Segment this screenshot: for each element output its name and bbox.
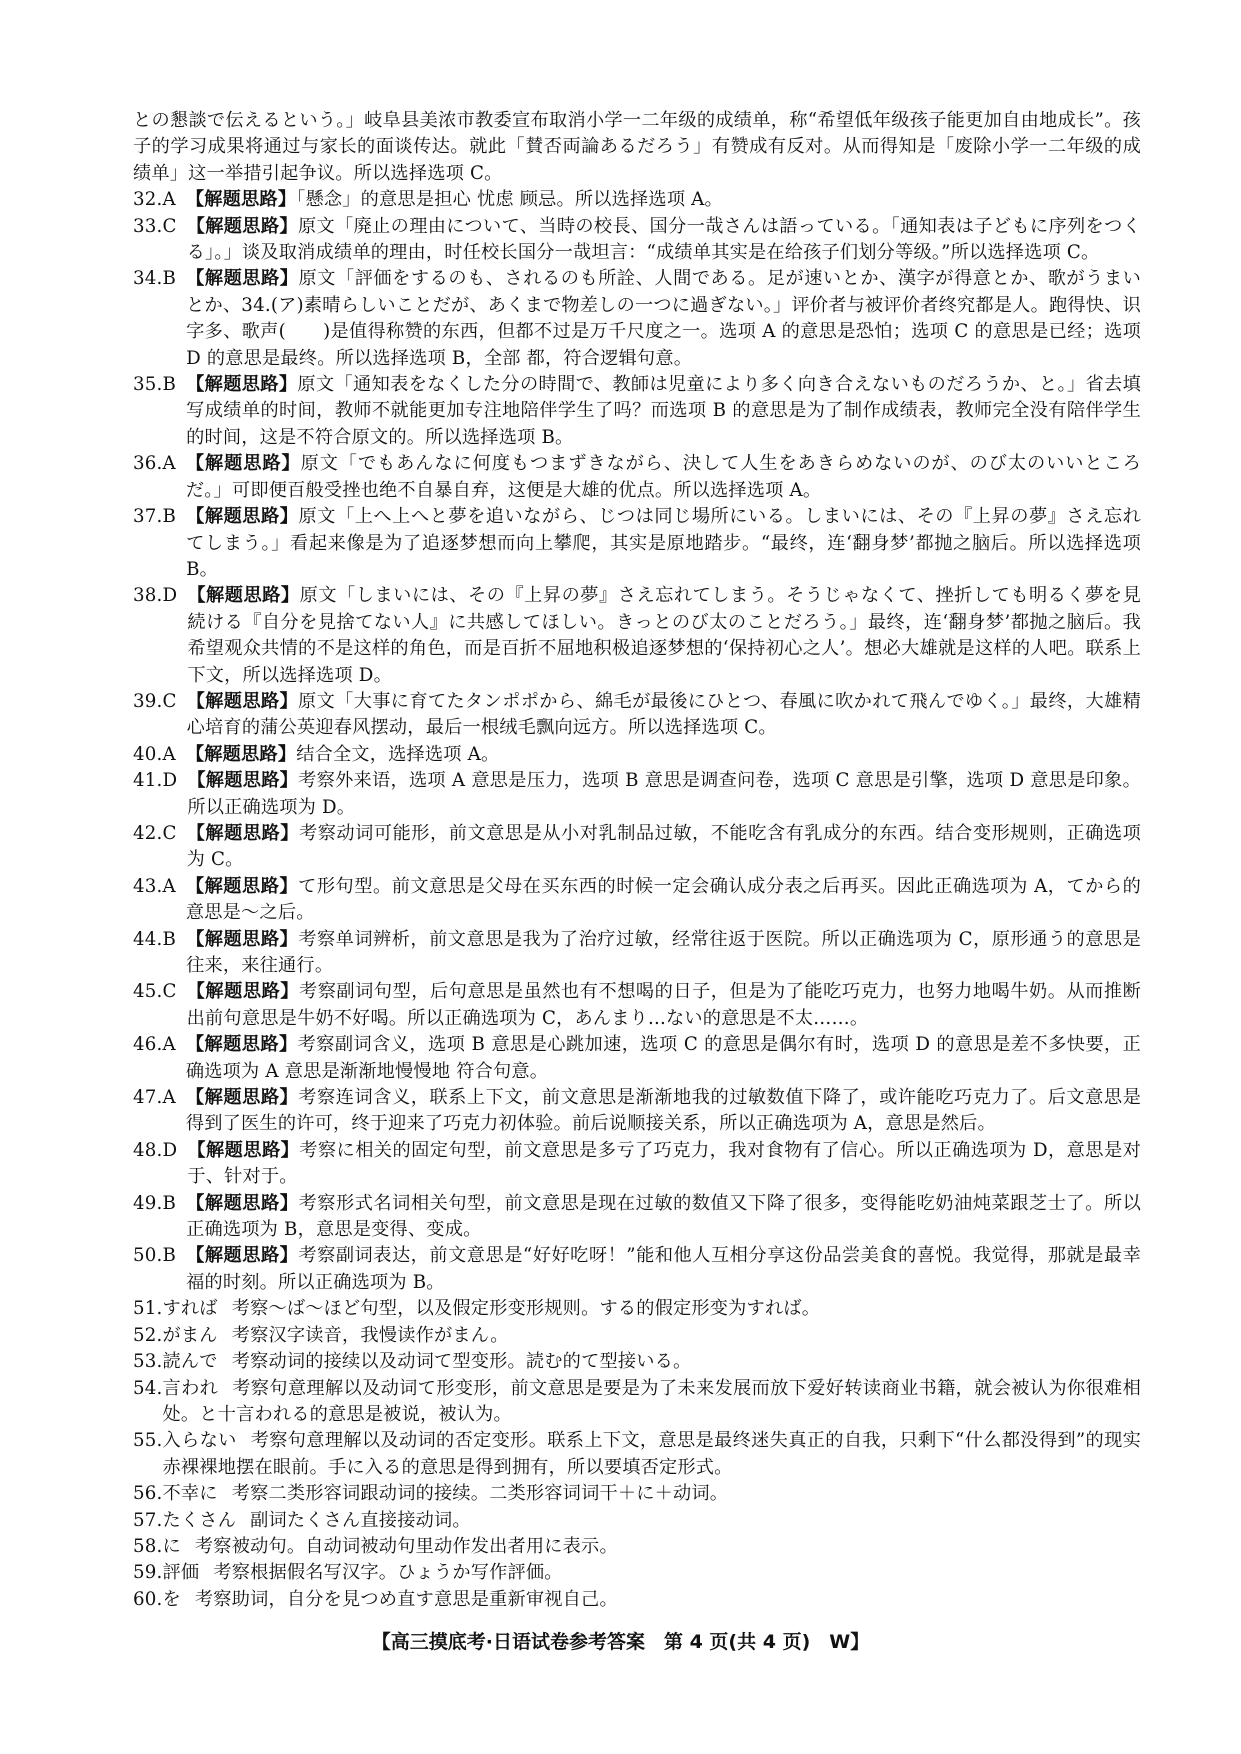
explanation-text: 考察被动句。自动词被动句里动作发出者用に表示。	[194, 1535, 618, 1557]
answer-item	[133, 1085, 1141, 1138]
question-number: 53.	[133, 1351, 163, 1373]
explanation	[163, 1481, 1141, 1507]
explanation	[186, 504, 1141, 583]
question-number: 37.	[133, 506, 163, 528]
answer-letter: D	[162, 1139, 178, 1161]
explanation-label: 【解题思路】	[186, 506, 299, 528]
explanation	[187, 214, 1141, 267]
answer-letter: A	[162, 743, 176, 765]
explanation-text: 考察二类形容词跟动词的接续。二类形容词词干＋に＋动词。	[231, 1483, 729, 1505]
explanation-label: 【解题思路】	[185, 189, 297, 211]
explanation	[186, 451, 1141, 504]
fill-in-answers	[133, 1296, 1141, 1613]
question-number: 42.	[133, 822, 163, 844]
answer-item	[133, 768, 1141, 821]
explanation-label: 【解题思路】	[185, 875, 299, 897]
answer-letter: C	[162, 822, 177, 844]
blank-item	[133, 1560, 1141, 1586]
blank-item	[133, 1534, 1141, 1560]
explanation-label: 【解题思路】	[186, 1245, 299, 1267]
explanation-text: 原文「大事に育てたタンポポから、綿毛が最後にひとつ、春風に吹かれて飛んでゆく。」最终，大雄精心培育的蒲公英迎春风摆动，最后一根绒毛飘向远方。所以选择选项 C。	[186, 690, 1141, 739]
explanation-text: 考察形式名词相关句型，前文意思是现在过敏的数值又下降了很多，变得能吃奶油炖菜跟芝士了。所以正确选项为 B，意思是变得、变成。	[186, 1192, 1141, 1241]
explanation-text: 考察～ば～ほど句型，以及假定形变形规则。する的假定形变为すれば。	[231, 1298, 821, 1320]
question-number: 56.	[133, 1483, 163, 1505]
question-number: 58.	[133, 1535, 163, 1557]
answer-item	[133, 821, 1141, 874]
answer-letter: D	[162, 585, 178, 607]
question-number: 50.	[133, 1245, 163, 1267]
explanation	[186, 266, 1141, 372]
question-number: 47.	[133, 1087, 163, 1109]
question-number: 34.	[133, 268, 163, 290]
answer-letter: C	[162, 981, 177, 1003]
explanation-text: 考察句意理解以及动词て形变形，前文意思是要是为了未来发展而放下爱好转读商业书籍，就会被认为你很难相处。と十言われる的意思是被说，被认为。	[162, 1377, 1141, 1425]
answer-item	[133, 1032, 1141, 1085]
explanation-text: 原文「上へ上へと夢を追いながら、じつは同じ場所にいる。しまいには、その『上昇の夢』さえ忘れてしまう。」看起来像是为了追逐梦想而向上攀爬，其实是原地踏步。“最终，连‘翻身梦’都抛之脑后。所以选择选项 B。	[186, 506, 1141, 580]
answer-item	[133, 1191, 1141, 1244]
question-number: 57.	[133, 1509, 163, 1531]
explanation-text: 「懸念」的意思是担心 忧虑 顾忌。所以选择选项 A。	[296, 189, 723, 211]
explanation	[163, 1296, 1141, 1322]
explanation-label: 【解题思路】	[186, 928, 299, 950]
blank-item	[133, 1296, 1141, 1322]
explanation-label: 【解题思路】	[185, 453, 301, 475]
answer-letter: B	[162, 374, 177, 396]
question-number: 32.	[133, 189, 163, 211]
blank-item	[133, 1587, 1141, 1613]
explanation-label: 【解题思路】	[186, 215, 298, 237]
blank-item	[133, 1376, 1141, 1429]
explanation-label: 【解题思路】	[187, 770, 299, 792]
question-number: 44.	[133, 928, 163, 950]
explanation-label: 【解题思路】	[186, 822, 299, 844]
question-number: 41.	[133, 770, 163, 792]
explanation	[186, 874, 1141, 927]
explanation-text: 考察汉字读音，我慢读作がまん。	[231, 1324, 509, 1346]
answer-item	[133, 187, 1141, 213]
explanation-text: 考察单词辨析，前文意思是我为了治疗过敏，经常往返于医院。所以正确选项为 C，原形通う的意思是往来，来往通行。	[186, 928, 1141, 976]
answer-word: がまん	[162, 1324, 218, 1346]
answer-letter: B	[162, 268, 177, 290]
explanation-text: 原文「でもあんなに何度もつまずきながら、決して人生をあきらめないのが、のび太のいいところだ。」可即便百般受挫也绝不自暴自弃，这便是大雄的优点。所以选择选项 A。	[185, 453, 1141, 501]
explanation	[163, 1428, 1141, 1481]
explanation-text: 副词たくさん直接接动词。	[250, 1509, 471, 1531]
question-number: 59.	[133, 1562, 163, 1584]
answer-item	[133, 1243, 1141, 1296]
explanation	[186, 742, 1141, 768]
answer-letter: D	[162, 770, 178, 792]
explanation-text: 原文「しまいには、その『上昇の夢』さえ忘れてしまう。そうじゃなくて、挫折しても明るく夢を見続ける『自分を見捨てない人』に共感してほしい。きっとのび太のことだろう。」最终，连‘翻身梦’都抛之脑后。我希望观众共情的不是这样的角色，而是百折不屈地积极追逐梦想的‘保持初心之人’。想必大雄就是这样的人吧。联系上下文，所以选择选项 D。	[187, 585, 1141, 686]
explanation-label: 【解题思路】	[187, 585, 300, 607]
explanation	[186, 1032, 1141, 1085]
intro-paragraph: との懇談で伝えるという。」岐阜县美浓市教委宣布取消小学一二年级的成绩单，称“希望低年级孩子能更加自由地成长”。孩子的学习成果将通过与家长的面谈传达。就此「賛否両論あるだろう」有赞成有反对。从而得知是「废除小学一二年级的成绩单」这一举措引起争议。所以选择选项 C。	[133, 110, 1141, 184]
answer-item	[133, 372, 1141, 451]
explanation-label: 【解题思路】	[187, 1139, 300, 1161]
question-number: 45.	[133, 981, 163, 1003]
answer-item	[133, 504, 1141, 583]
answer-word: すれば	[162, 1298, 218, 1320]
question-number: 46.	[133, 1034, 163, 1056]
blank-item	[133, 1428, 1141, 1481]
answer-item	[133, 451, 1141, 504]
answer-item	[133, 979, 1141, 1032]
answer-item	[133, 874, 1141, 927]
explanation	[187, 979, 1141, 1032]
explanation-text: 考察动词的接续以及动词て型变形。読む的て型接いる。	[231, 1351, 692, 1373]
question-number: 49.	[133, 1192, 163, 1214]
explanation	[187, 768, 1141, 821]
explanation-text: 考察に相关的固定句型，前文意思是多亏了巧克力，我对食物有了信心。所以正确选项为 D，意思是对于、针对于。	[187, 1139, 1141, 1188]
answer-letter: A	[162, 189, 176, 211]
answer-item	[133, 689, 1141, 742]
explanation	[187, 583, 1141, 689]
question-number: 55.	[133, 1430, 163, 1452]
explanation-text: 考察副词含义，选项 B 意思是心跳加速，选项 C 的意思是偶尔有时，选项 D 的意思是差不多快要，正确选项为 A 意思是渐渐地慢慢地 符合句意。	[185, 1034, 1141, 1082]
explanation-text: 考察根据假名写汉字。ひょうか写作評価。	[213, 1562, 563, 1584]
explanation-label: 【解题思路】	[185, 1034, 298, 1056]
explanation-text: 考察副词表达，前文意思是“好好吃呀！”能和他人互相分享这份品尝美食的喜悦。我觉得，那就是最幸福的时刻。所以正确选项为 B。	[186, 1245, 1141, 1293]
answer-letter: C	[162, 215, 177, 237]
question-number: 51.	[133, 1298, 163, 1320]
explanation	[187, 821, 1141, 874]
explanation-text: 原文「評価をするのも、されるのも所詮、人間である。足が速いとか、漢字が得意とか、歌がうまいとか、34.(ア)素晴らしいことだが、あくまで物差しの一つに過ぎない。」评价者与被评价者终究都是人。跑得快、识字多、歌声( )是值得称赞的东西，但都不过是万千尺度之一。选项 A 的意思是恐怕；选项 C 的意思是已经；选项 D 的意思是最终。所以选择选项 B，全部 都，符合逻辑句意。	[186, 268, 1141, 369]
answer-letter: A	[162, 1034, 176, 1056]
explanation-text: 原文「廃止の理由について、当時の校長、国分一哉さんは語っている。「通知表は子どもに序列をつくる」。」谈及取消成绩单的理由，时任校长国分一哉坦言：“成绩单其实是在给孩子们划分等级。”所以选择选项 C。	[186, 215, 1142, 264]
page-footer: 【高三摸底考·日语试卷参考答案 第 4 页(共 4 页) W】	[371, 1631, 870, 1653]
explanation	[186, 1191, 1141, 1244]
explanation-label: 【解题思路】	[186, 981, 299, 1003]
explanation	[163, 1349, 1141, 1375]
answer-item	[133, 927, 1141, 980]
answer-item	[133, 214, 1141, 267]
explanation	[163, 1587, 1141, 1613]
question-number: 36.	[133, 453, 163, 475]
question-number: 43.	[133, 875, 163, 897]
question-number: 38.	[133, 585, 163, 607]
answer-letter: B	[162, 1245, 177, 1267]
question-number: 54.	[133, 1377, 163, 1399]
explanation	[187, 1138, 1141, 1191]
explanation	[163, 1508, 1141, 1534]
explanation-text: 考察外来语，选项 A 意思是压力，选项 B 意思是调查问卷，选项 C 意思是引擎，选项 D 意思是印象。所以正确选项为 D。	[187, 770, 1142, 818]
answer-letter: A	[162, 875, 176, 897]
explanation	[163, 1376, 1141, 1429]
answer-item	[133, 1138, 1141, 1191]
explanation	[186, 1085, 1141, 1138]
explanation-text: 考察连词含义，联系上下文，前文意思是渐渐地我的过敏数值下降了，或许能吃巧克力了。后文意思是得到了医生的许可，终于迎来了巧克力初体验。前后说顺接关系，所以正确选项为 A，意思是然后。	[185, 1087, 1141, 1135]
blank-item	[133, 1481, 1141, 1507]
explanation	[163, 1560, 1141, 1586]
explanation-label: 【解题思路】	[186, 268, 299, 290]
answer-word: 言われ	[162, 1377, 219, 1399]
answer-word: 読んで	[162, 1351, 218, 1373]
explanation	[186, 187, 1141, 213]
answer-body	[133, 108, 1141, 1613]
answer-letter: B	[162, 506, 177, 528]
question-number: 35.	[133, 374, 163, 396]
explanation	[186, 927, 1141, 980]
blank-item	[133, 1323, 1141, 1349]
explanation	[163, 1323, 1141, 1349]
explanation-text: 考察副词句型，后句意思是虽然也有不想喝的日子，但是为了能吃巧克力，也努力地喝牛奶。从而推断出前句意思是牛奶不好喝。所以正确选项为 C，あんまり...ない的意思是不太……。	[186, 981, 1141, 1029]
explanation	[187, 689, 1141, 742]
explanation-label: 【解题思路】	[185, 1087, 299, 1109]
answer-word: 評価	[162, 1562, 200, 1584]
answer-letter: B	[162, 928, 177, 950]
explanation-label: 【解题思路】	[186, 690, 299, 712]
question-number: 39.	[133, 690, 163, 712]
answer-letter: A	[162, 453, 176, 475]
answer-word: たくさん	[162, 1509, 237, 1531]
explanation-text: 考察句意理解以及动词的否定变形。联系上下文，意思是最终迷失真正的自我，只剩下“什么都没得到”的现实赤裸裸地摆在眼前。手に入る的意思是得到拥有，所以要填否定形式。	[162, 1430, 1141, 1478]
answer-item	[133, 583, 1141, 689]
answer-letter: A	[162, 1087, 176, 1109]
explanation-text: 原文「通知表をなくした分の時間で、教師は児童により多く向き合えないものだろうか、と。」省去填写成绩单的时间，教师不就能更加专注地陪伴学生了吗？而选项 B 的意思是为了制作成绩表，教师完全没有陪伴学生的时间，这是不符合原文的。所以选择选项 B。	[186, 374, 1141, 448]
explanation	[163, 1534, 1141, 1560]
answer-item	[133, 266, 1141, 372]
blank-item	[133, 1349, 1141, 1375]
question-number: 33.	[133, 215, 163, 237]
explanation	[186, 372, 1141, 451]
answer-letter: B	[162, 1192, 177, 1214]
answer-word: 入らない	[162, 1430, 237, 1452]
explanation-text: て形句型。前文意思是父母在买东西的时候一定会确认成分表之后再买。因此正确选项为 A，てから的意思是～之后。	[185, 875, 1141, 924]
explanation-label: 【解题思路】	[186, 374, 298, 396]
explanation-label: 【解题思路】	[185, 743, 297, 765]
explanation-text: 考察助词，自分を見つめ直す意思是重新审视自己。	[194, 1588, 618, 1610]
answer-word: を	[162, 1588, 181, 1610]
question-number: 40.	[133, 743, 163, 765]
choice-answers	[133, 187, 1141, 1296]
question-number: 48.	[133, 1139, 163, 1161]
question-number: 60.	[133, 1588, 163, 1610]
answer-item	[133, 742, 1141, 768]
explanation	[186, 1243, 1141, 1296]
blank-item	[133, 1508, 1141, 1534]
explanation-text: 结合全文，选择选项 A。	[296, 743, 500, 765]
answer-word: 不幸に	[162, 1483, 218, 1505]
answer-word: に	[162, 1535, 181, 1557]
explanation-label: 【解题思路】	[186, 1192, 299, 1214]
answer-letter: C	[162, 690, 177, 712]
explanation-text: 考察动词可能形，前文意思是从小对乳制品过敏，不能吃含有乳成分的东西。结合变形规则，正确选项为 C。	[186, 822, 1141, 871]
question-number: 52.	[133, 1324, 163, 1346]
